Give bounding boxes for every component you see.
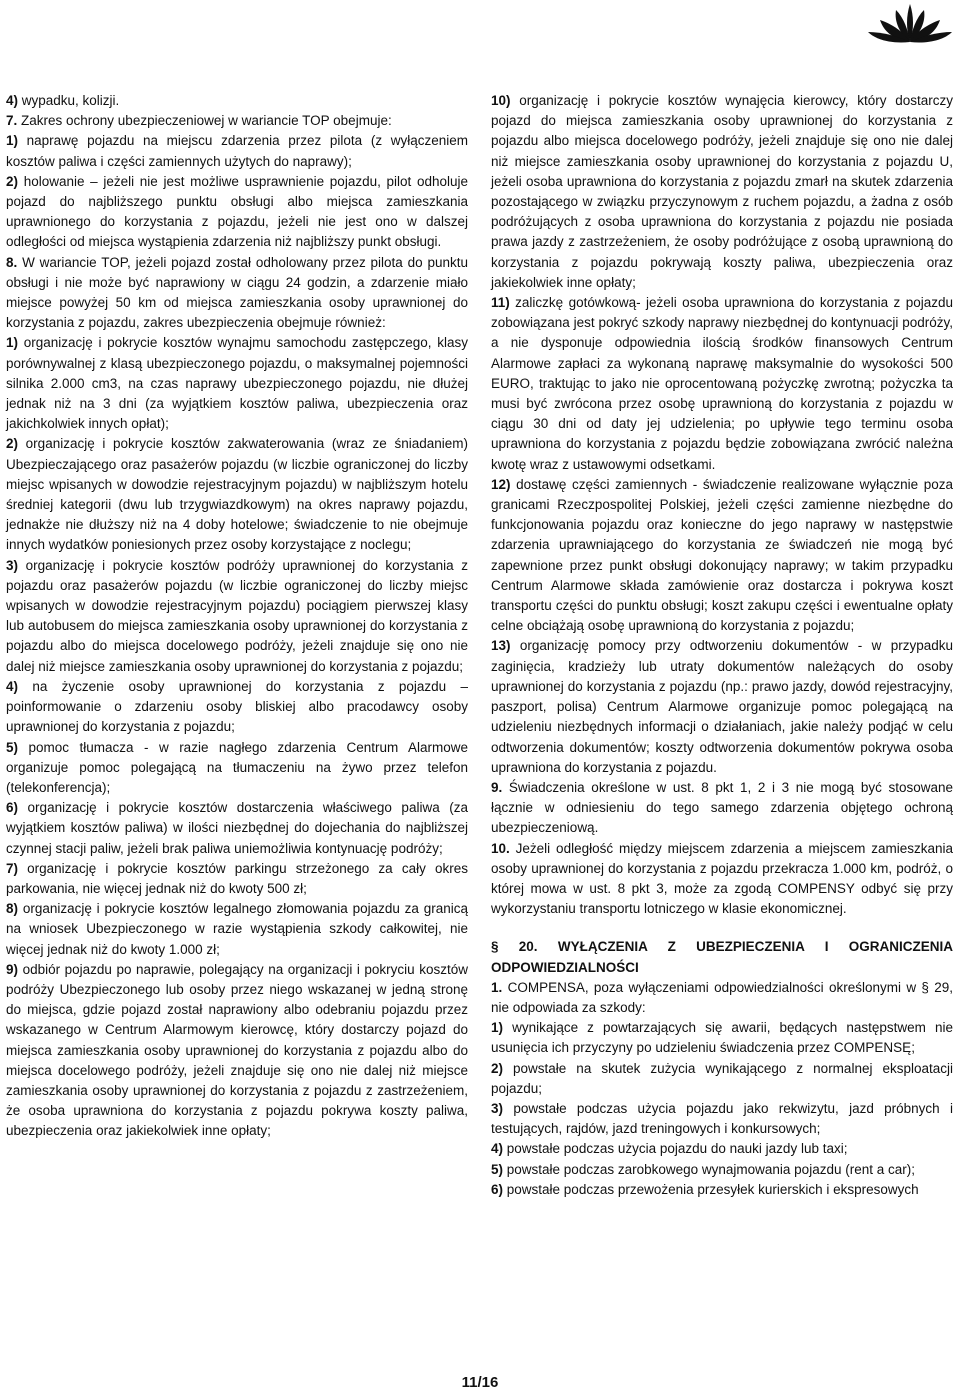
list-item: 2) organizację i pokrycie kosztów zakwaterowania (wraz ze śniadaniem) Ubezpieczającego oraz pasażerów pojazdu (w liczbie ograniczonej do liczby miejsc wpisanych w dowodzie rejestracyjnym pojazdu) w najbliższym hotelu średniej kategorii (dwu lub trzygwiazdkowym) na okres naprawy pojazdu, jednakże nie dłuższy niż na 4 doby hotelowe; świadczenie to nie obejmuje innych wydatków poniesionych przez osoby korzystające z noclegu;: [6, 436, 468, 553]
compensa-logo: [866, 2, 954, 44]
list-item: 9. Świadczenia określone w ust. 8 pkt 1, 2 i 3 nie mogą być stosowane łącznie w odniesieniu do tego samego zdarzenia objętego ochroną ubezpieczeniową.: [491, 779, 953, 836]
list-item: 7) organizację i pokrycie kosztów parkingu strzeżonego za cały okres parkowania, nie więcej jednak niż do kwoty 500 zł;: [6, 860, 468, 896]
list-item: 8) organizację i pokrycie kosztów legalnego złomowania pojazdu za granicą na wniosek Ubezpieczonego w razie wystąpienia szkody całkowitej, nie więcej jednak niż do kwoty 1.000 zł;: [6, 901, 468, 957]
list-item: 13) organizację pomocy przy odtworzeniu dokumentów - w przypadku zaginięcia, kradzieży lub utraty dokumentów należących do osoby uprawnionej do korzystania z pojazdu (np.: prawo jazdy, dowód rejestracyjny, paszport, polisa) Centrum Alarmowe organizuje pomoc polegającą na udzieleniu niezbędnych informacji o działaniach, jakie należy podjąć w celu odtworzenia dokumentów; koszty odtworzenia dokumentów pokrywa osoba uprawniona do korzystania z pojazdu.: [491, 638, 953, 775]
list-item: 9) odbiór pojazdu po naprawie, polegający na organizacji i pokryciu kosztów podróży Ubezpieczonego lub osoby przez niego wskazanej w jedną stronę do miejsca, gdzie pojazd został naprawiony albo odebraniu pojazdu przez wskazanego w Centrum Alarmowym kierowcę, który dostarczy pojazd do miejsca zamieszkania osoby uprawnionej do korzystania z pojazdu albo do miejsca docelowego podróży, jeżeli znajduje się ono nie dalej niż miejsce zamieszkania osoby uprawnionej do korzystania z pojazdu z zastrzeżeniem, że osoba uprawniona do korzystania z pojazdu pokrywa koszty paliwa, ubezpieczenia oraz jakiekolwiek inne opłaty;: [6, 961, 468, 1139]
list-item: 6) organizację i pokrycie kosztów dostarczenia właściwego paliwa (za wyjątkiem kosztów paliwa) w ilości niezbędnej do dojechania do najbliższej czynnej stacji paliw, jeżeli brak paliwa uniemożliwia kontynuację podróży;: [6, 800, 468, 856]
list-item: 5) pomoc tłumacza - w razie nagłego zdarzenia Centrum Alarmowe organizuje pomoc polegającą na tłumaczeniu na żywo przez telefon (telekonferencja);: [6, 739, 468, 795]
list-item: 10) organizację i pokrycie kosztów wynajęcia kierowcy, który dostarczy pojazd do miejsca zamieszkania osoby uprawnionej do korzystania z pojazdu albo miejsca docelowego podróży, jeżeli znajduje się ono nie dalej niż miejsce zamieszkania osoby uprawnionej do korzystania z pojazdu U, jeżeli osoba uprawniona do korzystania z pojazdu zmarł na skutek zdarzenia pozostającego w związku przyczynowym z ruchem pojazdu, a żadna z osób podróżujących z osoba uprawniona do korzystania z pojazdu nie posiada prawa jazdy z zastrzeżeniem, że osoby podróżujące z osobą uprawnioną do korzystania z pojazdu pokrywają koszty paliwa, ubezpieczenia oraz jakiekolwiek inne opłaty;: [491, 93, 953, 290]
page-number: 11/16: [461, 1374, 499, 1391]
list-item: 1) organizację i pokrycie kosztów wynajmu samochodu zastępczego, klasy porównywalnej z klasą ubezpieczonego pojazdu, o maksymalnej pojemności silnika 2.000 cm3, na czas naprawy ubezpieczonego pojazdu, nie dłużej jednak niż na 3 dni (za wyjątkiem kosztów paliwa, ubezpieczenia oraz jakichkolwiek innych opłat);: [6, 335, 468, 432]
list-item: 1) naprawę pojazdu na miejscu zdarzenia przez pilota (z wyłączeniem kosztów paliwa i części zamiennych użytych do naprawy);: [6, 133, 468, 169]
list-item: 3) organizację i pokrycie kosztów podróży uprawnionej do korzystania z pojazdu oraz pasażerów pojazdu (w liczbie ograniczonej do liczby miejsc wpisanych w dowodzie rejestracyjnym pojazdu) pociągiem pierwszej klasy lub autobusem do miejsca zamieszkania osoby uprawnionej do korzystania z pojazdu albo do miejsca docelowego podróży, jeżeli znajduje się ono nie dalej niż miejsce zamieszkania osoby uprawnionej do korzystania z pojazdu;: [6, 557, 468, 674]
list-item: 5) powstałe podczas zarobkowego wynajmowania pojazdu (rent a car);: [491, 1161, 915, 1177]
list-item: 4) wypadku, kolizji.: [6, 93, 120, 108]
list-item: 2) holowanie – jeżeli nie jest możliwe usprawnienie pojazdu, pilot odholuje pojazd do najbliższego punktu obsługi albo miejsca zamieszkania uprawnionego do korzystania z pojazdu, jeżeli nie jest ono w dalszej odległości od miejsca wystąpienia zdarzenia niż najbliższy punkt obsługi.: [6, 173, 468, 250]
list-item: 11) zaliczkę gotówkową- jeżeli osoba uprawniona do korzystania z pojazdu zobowiązana jest pokryć szkody naprawy niezbędnej do kontynuacji podróży, a nie dysponuje odpowiednia ilością środków finansowych Centrum Alarmowe zapłaci za wykonaną naprawę maksymalnie do wysokości 500 EURO, traktując to jako nie oprocentowaną pożyczkę zwrotną; pożyczka ta musi być zwrócona przez osobę uprawnioną do korzystania z pojazdu w ciągu 30 dni od daty jej udzielenia; po upływie tego terminu osoba uprawniona do korzystania z pojazdu będzie zobowiązana zwrócić należna kwotę wraz z ustawowymi odsetkami.: [491, 295, 953, 472]
list-item: 8. W wariancie TOP, jeżeli pojazd został odholowany przez pilota do punktu obsługi i nie może być naprawiony w ciągu 24 godzin, a zdarzenie miało miejsce powyżej 50 km od miejsca zamieszkania osoby uprawnionej do korzystania z pojazdu, zakres ubezpieczenia obejmuje również:: [6, 254, 468, 331]
list-item: 1. COMPENSA, poza wyłączeniami odpowiedzialności określonymi w § 29, nie odpowiada za szkody:: [491, 979, 953, 1015]
list-item: 7. Zakres ochrony ubezpieczeniowej w wariancie TOP obejmuje:: [6, 113, 392, 129]
list-item: 4) powstałe podczas użycia pojazdu do nauki jazdy lub taxi;: [491, 1141, 848, 1157]
list-item: 2) powstałe na skutek zużycia wynikającego z normalnej eksploatacji pojazdu;: [491, 1060, 953, 1096]
list-item: 12) dostawę części zamiennych - świadczenie realizowane wyłącznie poza granicami Rzeczpospolitej Polskiej, jeżeli części zamienne niezbędne do funkcjonowania pojazdu oraz konieczne do jego naprawy w następstwie zdarzenia uprawniającego do korzystania ze świadczeń nie mogą być zapewnione przez punkt obsługi dokonujący naprawy; w takim przypadku Centrum Alarmowe składa zamówienie oraz dostarcza i pokrywa koszt transportu części do punktu obsługi; koszt zakupu części i ewentualne opłaty celne obciążają osobę uprawnioną do korzystania z pojazdu;: [491, 476, 953, 634]
list-item: 1) wynikające z powtarzających się awarii, będących następstwem nie usunięcia ich przyczyny po udzieleniu świadczenia przez COMPENSĘ;: [491, 1020, 953, 1056]
list-item: 4) na życzenie osoby uprawnionej do korzystania z pojazdu – poinformowanie o zdarzeniu osoby bliskiej albo pracodawcy osoby uprawnionej do korzystania z pojazdu;: [6, 678, 468, 735]
list-item: 3) powstałe podczas użycia pojazdu jako rekwizytu, jazd próbnych i testujących, rajdów, jazd treningowych i konkursowych;: [491, 1100, 953, 1137]
list-item: 10. Jeżeli odległość między miejscem zdarzenia a miejscem zamieszkania osoby uprawnionej do korzystania z pojazdu przekracza 1.000 km, podróż, o której mowa w ust. 8 pkt 3, może za zgodą COMPENSY odbyć się przy wykorzystaniu transportu lotniczego w klasie ekonomicznej.: [491, 840, 953, 917]
section-heading: § 20. WYŁĄCZENIA Z UBEZPIECZENIA I OGRANICZENIA ODPOWIEDZIALNOŚCI: [491, 939, 953, 975]
left-column: [6, 91, 468, 1142]
list-item: 6) powstałe podczas przewożenia przesyłek kurierskich i ekspresowych: [491, 1181, 919, 1197]
right-column: [491, 91, 953, 1200]
